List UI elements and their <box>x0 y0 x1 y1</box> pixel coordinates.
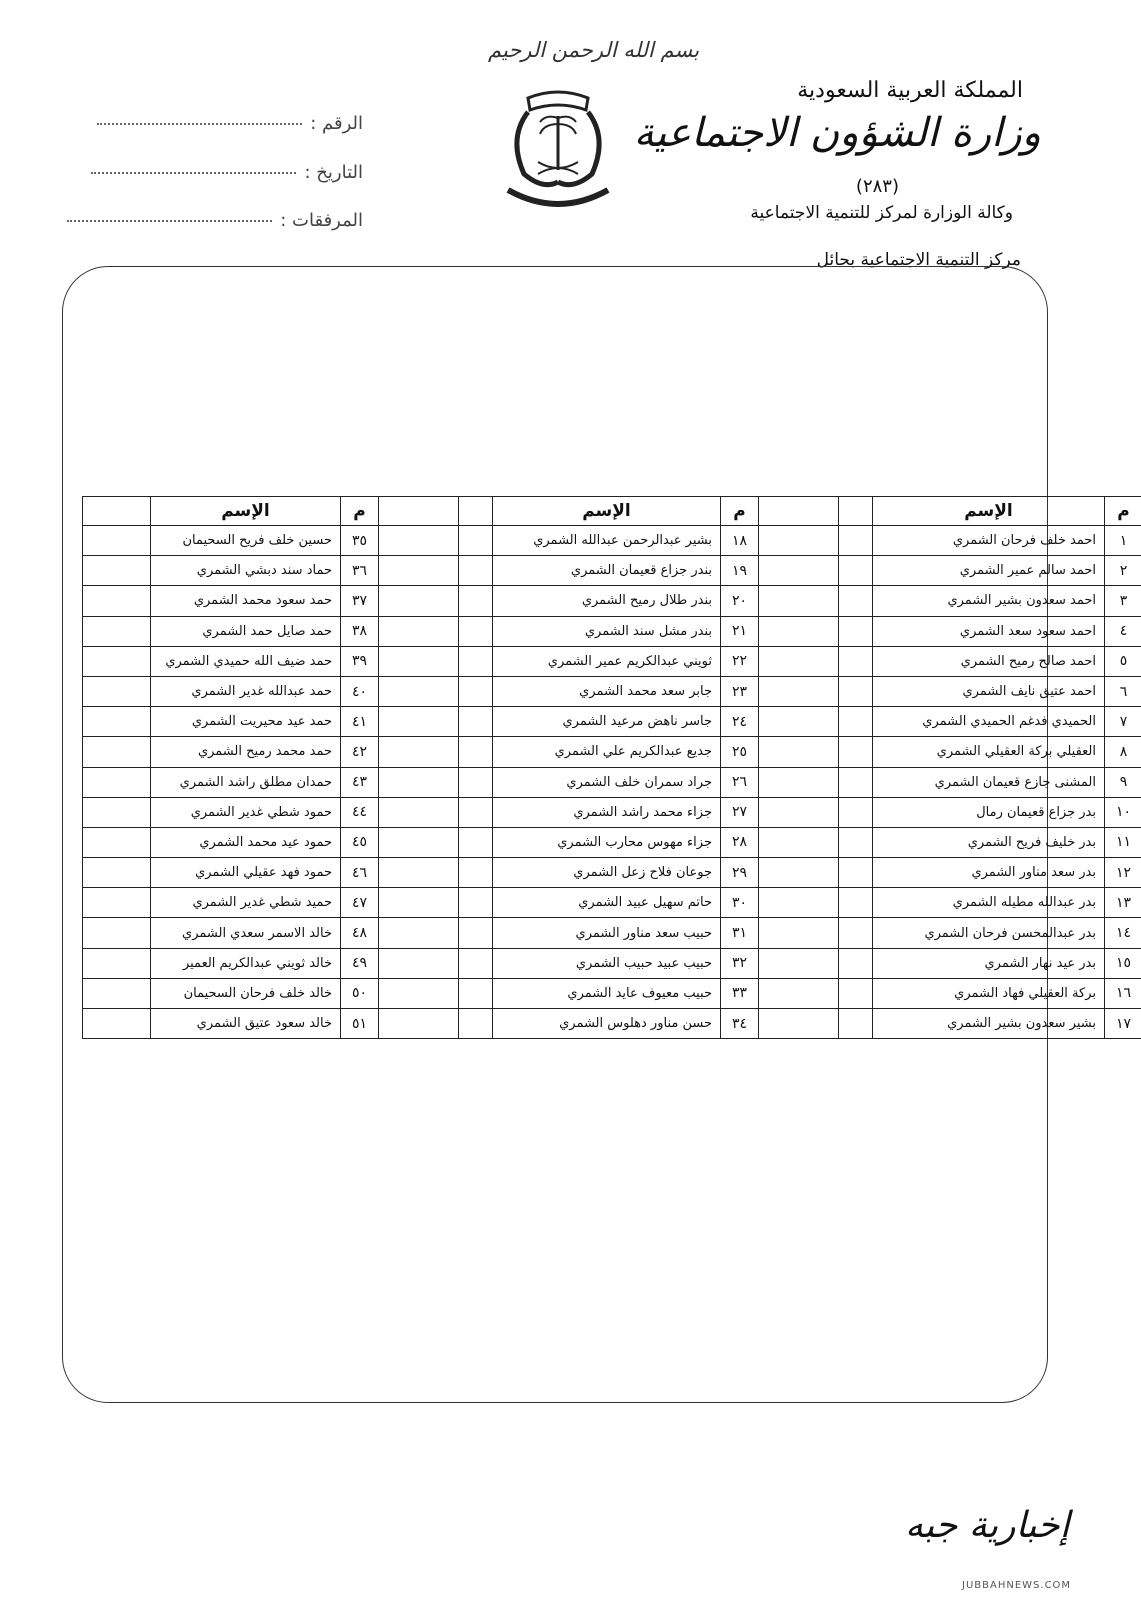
row-name-a: احمد عتيق نايف الشمري <box>873 676 1105 706</box>
row-empty-c <box>83 918 151 948</box>
date-field-line <box>91 172 296 174</box>
row-name-b: حاتم سهيل عبيد الشمري <box>493 888 721 918</box>
row-spacer-a <box>839 676 873 706</box>
date-field-label: التاريخ : <box>304 162 363 183</box>
table-row <box>83 827 1141 857</box>
row-empty-a <box>759 526 839 556</box>
row-name-b: بشير عبدالرحمن عبدالله الشمري <box>493 526 721 556</box>
row-spacer-b <box>459 948 493 978</box>
table-row <box>83 646 1141 676</box>
row-spacer-a <box>839 948 873 978</box>
row-name-b: جراد سمران خلف الشمري <box>493 767 721 797</box>
row-spacer-b <box>459 676 493 706</box>
row-num-a: ٤ <box>1105 616 1141 646</box>
row-num-a: ١٢ <box>1105 858 1141 888</box>
row-empty-b <box>379 526 459 556</box>
row-name-b: بندر مشل سند الشمري <box>493 616 721 646</box>
row-name-a: احمد سعدون بشير الشمري <box>873 586 1105 616</box>
row-num-b: ٣١ <box>721 918 759 948</box>
col-header-name-1: الإسم <box>873 497 1105 526</box>
row-name-c: حمدان مطلق راشد الشمري <box>151 767 341 797</box>
center-line: مركز التنمية الاجتماعية بحائل <box>816 250 1021 270</box>
row-empty-b <box>379 556 459 586</box>
row-num-a: ١٤ <box>1105 918 1141 948</box>
row-spacer-b <box>459 978 493 1008</box>
row-name-c: حميد شطي غدير الشمري <box>151 888 341 918</box>
row-name-c: خالد خلف فرحان السحيمان <box>151 978 341 1008</box>
row-num-c: ٤٥ <box>341 827 379 857</box>
row-spacer-a <box>839 707 873 737</box>
row-empty-c <box>83 827 151 857</box>
row-num-a: ١٦ <box>1105 978 1141 1008</box>
col-header-empty-2 <box>459 497 493 526</box>
row-num-c: ٤٢ <box>341 737 379 767</box>
row-empty-a <box>759 797 839 827</box>
date-field <box>91 162 363 183</box>
table-row <box>83 1009 1141 1039</box>
row-empty-b <box>379 1009 459 1039</box>
row-name-c: حمود فهد عقيلي الشمري <box>151 858 341 888</box>
row-spacer-b <box>459 737 493 767</box>
row-num-c: ٤٦ <box>341 858 379 888</box>
col-header-num-3: م <box>341 497 379 526</box>
row-num-b: ٢٥ <box>721 737 759 767</box>
row-spacer-b <box>459 858 493 888</box>
row-empty-c <box>83 676 151 706</box>
row-spacer-a <box>839 918 873 948</box>
table-row <box>83 556 1141 586</box>
row-spacer-a <box>839 978 873 1008</box>
row-empty-c <box>83 948 151 978</box>
row-spacer-b <box>459 1009 493 1039</box>
number-field-line <box>97 123 302 125</box>
row-name-b: جزاء مهوس محارب الشمري <box>493 827 721 857</box>
row-name-a: احمد صالح رميح الشمري <box>873 646 1105 676</box>
basmala: بسم الله الرحمن الرحيم <box>488 38 700 62</box>
row-name-b: جابر سعد محمد الشمري <box>493 676 721 706</box>
row-empty-b <box>379 978 459 1008</box>
row-num-b: ١٩ <box>721 556 759 586</box>
row-spacer-a <box>839 646 873 676</box>
row-spacer-a <box>839 767 873 797</box>
row-empty-a <box>759 858 839 888</box>
row-empty-b <box>379 948 459 978</box>
row-empty-a <box>759 827 839 857</box>
row-num-c: ٣٧ <box>341 586 379 616</box>
row-name-a: بدر عيد نهار الشمري <box>873 948 1105 978</box>
row-empty-a <box>759 978 839 1008</box>
row-name-b: جديع عبدالكريم علي الشمري <box>493 737 721 767</box>
row-num-c: ٣٨ <box>341 616 379 646</box>
row-spacer-a <box>839 526 873 556</box>
row-num-a: ١٣ <box>1105 888 1141 918</box>
row-empty-a <box>759 586 839 616</box>
row-num-a: ٨ <box>1105 737 1141 767</box>
row-empty-a <box>759 737 839 767</box>
attachments-field-line <box>67 220 272 222</box>
row-name-a: بشير سعدون بشير الشمري <box>873 1009 1105 1039</box>
row-num-a: ١١ <box>1105 827 1141 857</box>
row-empty-b <box>379 646 459 676</box>
row-spacer-b <box>459 616 493 646</box>
table-header-row <box>83 497 1141 526</box>
row-spacer-a <box>839 1009 873 1039</box>
row-spacer-b <box>459 888 493 918</box>
table-row <box>83 767 1141 797</box>
row-name-a: احمد خلف فرحان الشمري <box>873 526 1105 556</box>
row-empty-b <box>379 888 459 918</box>
row-spacer-a <box>839 616 873 646</box>
table-row <box>83 948 1141 978</box>
row-empty-c <box>83 586 151 616</box>
row-num-a: ٧ <box>1105 707 1141 737</box>
row-name-c: خالد ثويني عبدالكريم العمير <box>151 948 341 978</box>
row-empty-b <box>379 797 459 827</box>
row-name-b: بندر جزاع قعيمان الشمري <box>493 556 721 586</box>
row-spacer-b <box>459 707 493 737</box>
row-spacer-b <box>459 526 493 556</box>
row-name-b: حبيب سعد مناور الشمري <box>493 918 721 948</box>
row-num-b: ٣٣ <box>721 978 759 1008</box>
col-header-num-1: م <box>1105 497 1141 526</box>
row-num-b: ٣٢ <box>721 948 759 978</box>
row-empty-b <box>379 586 459 616</box>
row-name-c: حمد محمد رميح الشمري <box>151 737 341 767</box>
col-header-empty-3 <box>379 497 459 526</box>
names-table <box>82 496 1141 1039</box>
row-empty-c <box>83 616 151 646</box>
row-num-a: ٥ <box>1105 646 1141 676</box>
row-name-b: بندر طلال رميح الشمري <box>493 586 721 616</box>
row-num-a: ١٥ <box>1105 948 1141 978</box>
row-num-b: ٢٤ <box>721 707 759 737</box>
row-empty-c <box>83 646 151 676</box>
row-empty-b <box>379 676 459 706</box>
row-empty-a <box>759 676 839 706</box>
row-name-b: ثويني عبدالكريم عمير الشمري <box>493 646 721 676</box>
row-num-a: ١٧ <box>1105 1009 1141 1039</box>
row-name-a: احمد سالم عمير الشمري <box>873 556 1105 586</box>
row-name-a: بدر عبدالمحسن فرحان الشمري <box>873 918 1105 948</box>
row-name-a: بدر خليف فريح الشمري <box>873 827 1105 857</box>
row-num-a: ٣ <box>1105 586 1141 616</box>
row-empty-b <box>379 827 459 857</box>
table-row <box>83 526 1141 556</box>
row-name-b: جوعان فلاح زعل الشمري <box>493 858 721 888</box>
table-row <box>83 797 1141 827</box>
row-num-b: ٢٩ <box>721 858 759 888</box>
row-num-c: ٥١ <box>341 1009 379 1039</box>
row-num-a: ١ <box>1105 526 1141 556</box>
row-empty-c <box>83 707 151 737</box>
row-name-b: حبيب عبيد حبيب الشمري <box>493 948 721 978</box>
row-empty-c <box>83 978 151 1008</box>
table-body <box>83 526 1141 1039</box>
table-row <box>83 676 1141 706</box>
row-spacer-a <box>839 797 873 827</box>
row-name-c: حمد عبدالله غدير الشمري <box>151 676 341 706</box>
row-spacer-b <box>459 586 493 616</box>
row-name-b: جاسر ناهض مرعيد الشمري <box>493 707 721 737</box>
row-num-b: ٢٠ <box>721 586 759 616</box>
row-name-c: حمد صايل حمد الشمري <box>151 616 341 646</box>
row-spacer-b <box>459 556 493 586</box>
row-empty-b <box>379 918 459 948</box>
row-empty-a <box>759 948 839 978</box>
row-num-c: ٤١ <box>341 707 379 737</box>
row-empty-c <box>83 767 151 797</box>
row-name-a: العقيلي بركة العقيلي الشمري <box>873 737 1105 767</box>
row-name-c: حمد عيد محيريت الشمري <box>151 707 341 737</box>
row-empty-c <box>83 797 151 827</box>
table-row <box>83 616 1141 646</box>
row-num-c: ٤٠ <box>341 676 379 706</box>
watermark-logo: إخبارية جبه <box>905 1505 1070 1546</box>
watermark-site: JUBBAHNEWS.COM <box>962 1580 1072 1591</box>
row-num-b: ٢٨ <box>721 827 759 857</box>
row-spacer-b <box>459 797 493 827</box>
row-name-c: حسين خلف فريح السحيمان <box>151 526 341 556</box>
row-name-c: حمد ضيف الله حميدي الشمري <box>151 646 341 676</box>
row-num-b: ٢٢ <box>721 646 759 676</box>
row-empty-a <box>759 646 839 676</box>
row-spacer-a <box>839 737 873 767</box>
row-empty-b <box>379 858 459 888</box>
col-header-spacer-1 <box>839 497 873 526</box>
row-num-b: ٢٧ <box>721 797 759 827</box>
row-spacer-b <box>459 646 493 676</box>
row-empty-c <box>83 526 151 556</box>
row-name-c: خالد الاسمر سعدي الشمري <box>151 918 341 948</box>
row-name-c: خالد سعود عتيق الشمري <box>151 1009 341 1039</box>
row-empty-a <box>759 1009 839 1039</box>
row-name-a: المشنى جازع قعيمان الشمري <box>873 767 1105 797</box>
row-spacer-a <box>839 888 873 918</box>
row-name-a: بدر جزاع قعيمان رمال <box>873 797 1105 827</box>
document-number: (٢٨٣) <box>855 176 899 197</box>
row-empty-a <box>759 888 839 918</box>
col-header-name-2: الإسم <box>493 497 721 526</box>
row-empty-b <box>379 737 459 767</box>
number-field <box>97 113 363 134</box>
row-empty-c <box>83 858 151 888</box>
ministry-emblem-icon <box>488 78 628 218</box>
table-row <box>83 858 1141 888</box>
kingdom-title: المملكة العربية السعودية <box>797 78 1023 103</box>
row-num-b: ١٨ <box>721 526 759 556</box>
row-name-c: حمود شطي غدير الشمري <box>151 797 341 827</box>
table-row <box>83 737 1141 767</box>
row-num-a: ٦ <box>1105 676 1141 706</box>
ministry-title: وزارة الشؤون الاجتماعية <box>633 110 1041 156</box>
row-spacer-b <box>459 827 493 857</box>
number-field-label: الرقم : <box>310 113 363 134</box>
row-spacer-b <box>459 918 493 948</box>
row-name-c: حمود عيد محمد الشمري <box>151 827 341 857</box>
row-spacer-a <box>839 556 873 586</box>
row-name-a: احمد سعود سعد الشمري <box>873 616 1105 646</box>
row-num-b: ٣٤ <box>721 1009 759 1039</box>
row-name-a: بركة العقيلي فهاد الشمري <box>873 978 1105 1008</box>
row-empty-c <box>83 888 151 918</box>
col-header-empty-4 <box>83 497 151 526</box>
row-num-b: ٢٣ <box>721 676 759 706</box>
row-empty-a <box>759 616 839 646</box>
row-empty-b <box>379 707 459 737</box>
row-name-c: حمد سعود محمد الشمري <box>151 586 341 616</box>
row-name-b: حسن مناور دهلوس الشمري <box>493 1009 721 1039</box>
row-num-c: ٥٠ <box>341 978 379 1008</box>
row-name-b: جزاء محمد راشد الشمري <box>493 797 721 827</box>
col-header-name-3: الإسم <box>151 497 341 526</box>
row-num-c: ٤٧ <box>341 888 379 918</box>
row-num-c: ٣٥ <box>341 526 379 556</box>
table-row <box>83 586 1141 616</box>
row-spacer-a <box>839 586 873 616</box>
table-row <box>83 978 1141 1008</box>
attachments-field <box>67 210 363 231</box>
row-num-c: ٤٨ <box>341 918 379 948</box>
row-empty-a <box>759 918 839 948</box>
row-num-c: ٤٤ <box>341 797 379 827</box>
row-name-a: بدر سعد مناور الشمري <box>873 858 1105 888</box>
row-empty-c <box>83 1009 151 1039</box>
row-name-a: بدر عبدالله مطيله الشمري <box>873 888 1105 918</box>
row-name-a: الحميدي فدغم الحميدي الشمري <box>873 707 1105 737</box>
table-row <box>83 888 1141 918</box>
row-num-c: ٣٩ <box>341 646 379 676</box>
row-spacer-a <box>839 858 873 888</box>
row-num-a: ٢ <box>1105 556 1141 586</box>
agency-line: وكالة الوزارة لمركز للتنمية الاجتماعية <box>750 203 1013 223</box>
row-empty-c <box>83 556 151 586</box>
row-empty-a <box>759 707 839 737</box>
row-name-c: حماد سند دبشي الشمري <box>151 556 341 586</box>
row-num-b: ٣٠ <box>721 888 759 918</box>
row-empty-a <box>759 556 839 586</box>
table-row <box>83 918 1141 948</box>
row-num-c: ٤٣ <box>341 767 379 797</box>
table-row <box>83 707 1141 737</box>
row-empty-c <box>83 737 151 767</box>
row-empty-b <box>379 767 459 797</box>
attachments-field-label: المرفقات : <box>280 210 363 231</box>
row-num-b: ٢١ <box>721 616 759 646</box>
row-num-b: ٢٦ <box>721 767 759 797</box>
col-header-empty-1 <box>759 497 839 526</box>
row-num-a: ١٠ <box>1105 797 1141 827</box>
row-empty-a <box>759 767 839 797</box>
row-num-c: ٤٩ <box>341 948 379 978</box>
row-num-c: ٣٦ <box>341 556 379 586</box>
row-name-b: حبيب معيوف عايد الشمري <box>493 978 721 1008</box>
row-spacer-b <box>459 767 493 797</box>
row-empty-b <box>379 616 459 646</box>
row-spacer-a <box>839 827 873 857</box>
col-header-num-2: م <box>721 497 759 526</box>
row-num-a: ٩ <box>1105 767 1141 797</box>
